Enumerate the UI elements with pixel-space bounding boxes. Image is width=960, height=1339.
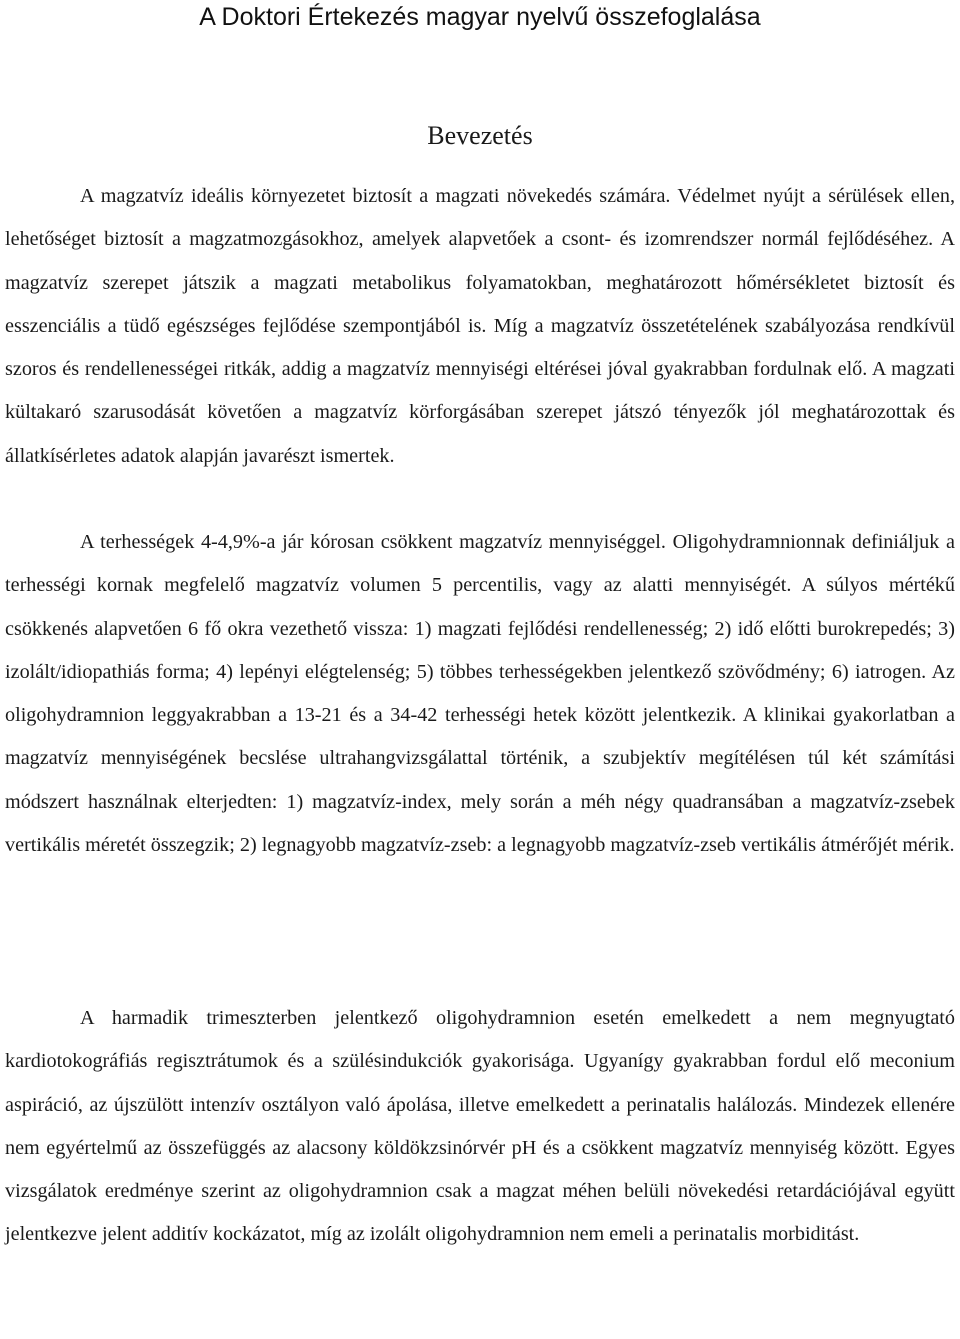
section-heading: Bevezetés	[427, 121, 533, 150]
paragraph-introduction	[5, 175, 955, 478]
page-title: A Doktori Értekezés magyar nyelvű összefoglalása	[199, 3, 761, 31]
paragraph-third-trimester	[5, 997, 955, 1257]
paragraph-text: A terhességek 4-4,9%-a jár kórosan csökkent magzatvíz mennyiséggel. Oligohydramnionnak definiáljuk a terhességi kornak megfelelő magzatvíz volumen 5 percentilis, vagy az alatti mennyiségét. A súlyos mértékű csökkenés alapvetően 6 fő okra vezethető vissza: 1) magzati fejlődési rendellenesség; 2) idő előtti burokrepedés; 3) izolált/idiopathiás forma; 4) lepényi elégtelenség; 5) többes terhességekben jelentkező szövődmény; 6) iatrogen. Az oligohydramnion leggyakrabban a 13-21 és a 34-42 terhességi hetek között jelentkezik. A klinikai gyakorlatban a magzatvíz mennyiségének becslése ultrahangvizsgálattal történik, a szubjektív megítélésen túl két számítási módszert használnak elterjedten: 1) magzatvíz-index, mely során a méh négy quadransában a magzatvíz-zsebek vertikális méretét összegzik; 2) legnagyobb magzatvíz-zseb: a legnagyobb magzatvíz-zseb vertikális átmérőjét mérik.	[5, 531, 955, 857]
paragraph-text: A harmadik trimeszterben jelentkező oligohydramnion esetén emelkedett a nem megnyugtató kardiotokográfiás regisztrátumok és a szülésindukciók gyakorisága. Ugyanígy gyakrabban fordul elő meconium aspiráció, az újszülött intenzív osztályon való ápolása, illetve emelkedett a perinatalis halálozás. Mindezek ellenére nem egyértelmű az összefüggés az alacsony köldökzsinórvér pH és a csökkent magzatvíz mennyiség között. Egyes vizsgálatok eredménye szerint az oligohydramnion csak a magzat méhen belüli növekedési retardációjával együtt jelentkezve jelent additív kockázatot, míg az izolált oligohydramnion nem emeli a perinatalis morbiditást.	[5, 1007, 955, 1246]
paragraph-oligohydramnion	[5, 521, 955, 867]
paragraph-text: A magzatvíz ideális környezetet biztosít a magzati növekedés számára. Védelmet nyújt a sérülések ellen, lehetőséget biztosít a magzatmozgásokhoz, amelyek alapvetőek a csont- és izomrendszer normál fejlődéséhez. A magzatvíz szerepet játszik a magzati metabolikus folyamatokban, meghatározott hőmérsékletet biztosít és esszenciális a tüdő egészséges fejlődése szempontjából is. Míg a magzatvíz összetételének szabályozása rendkívül szoros és rendellenességei ritkák, addig a magzatvíz mennyiségi eltérései jóval gyakrabban fordulnak elő. A magzati kültakaró szarusodását követően a magzatvíz körforgásában szerepet játszó tényezők jól meghatározottak és állatkísérletes adatok alapján javarészt ismertek.	[5, 185, 955, 467]
